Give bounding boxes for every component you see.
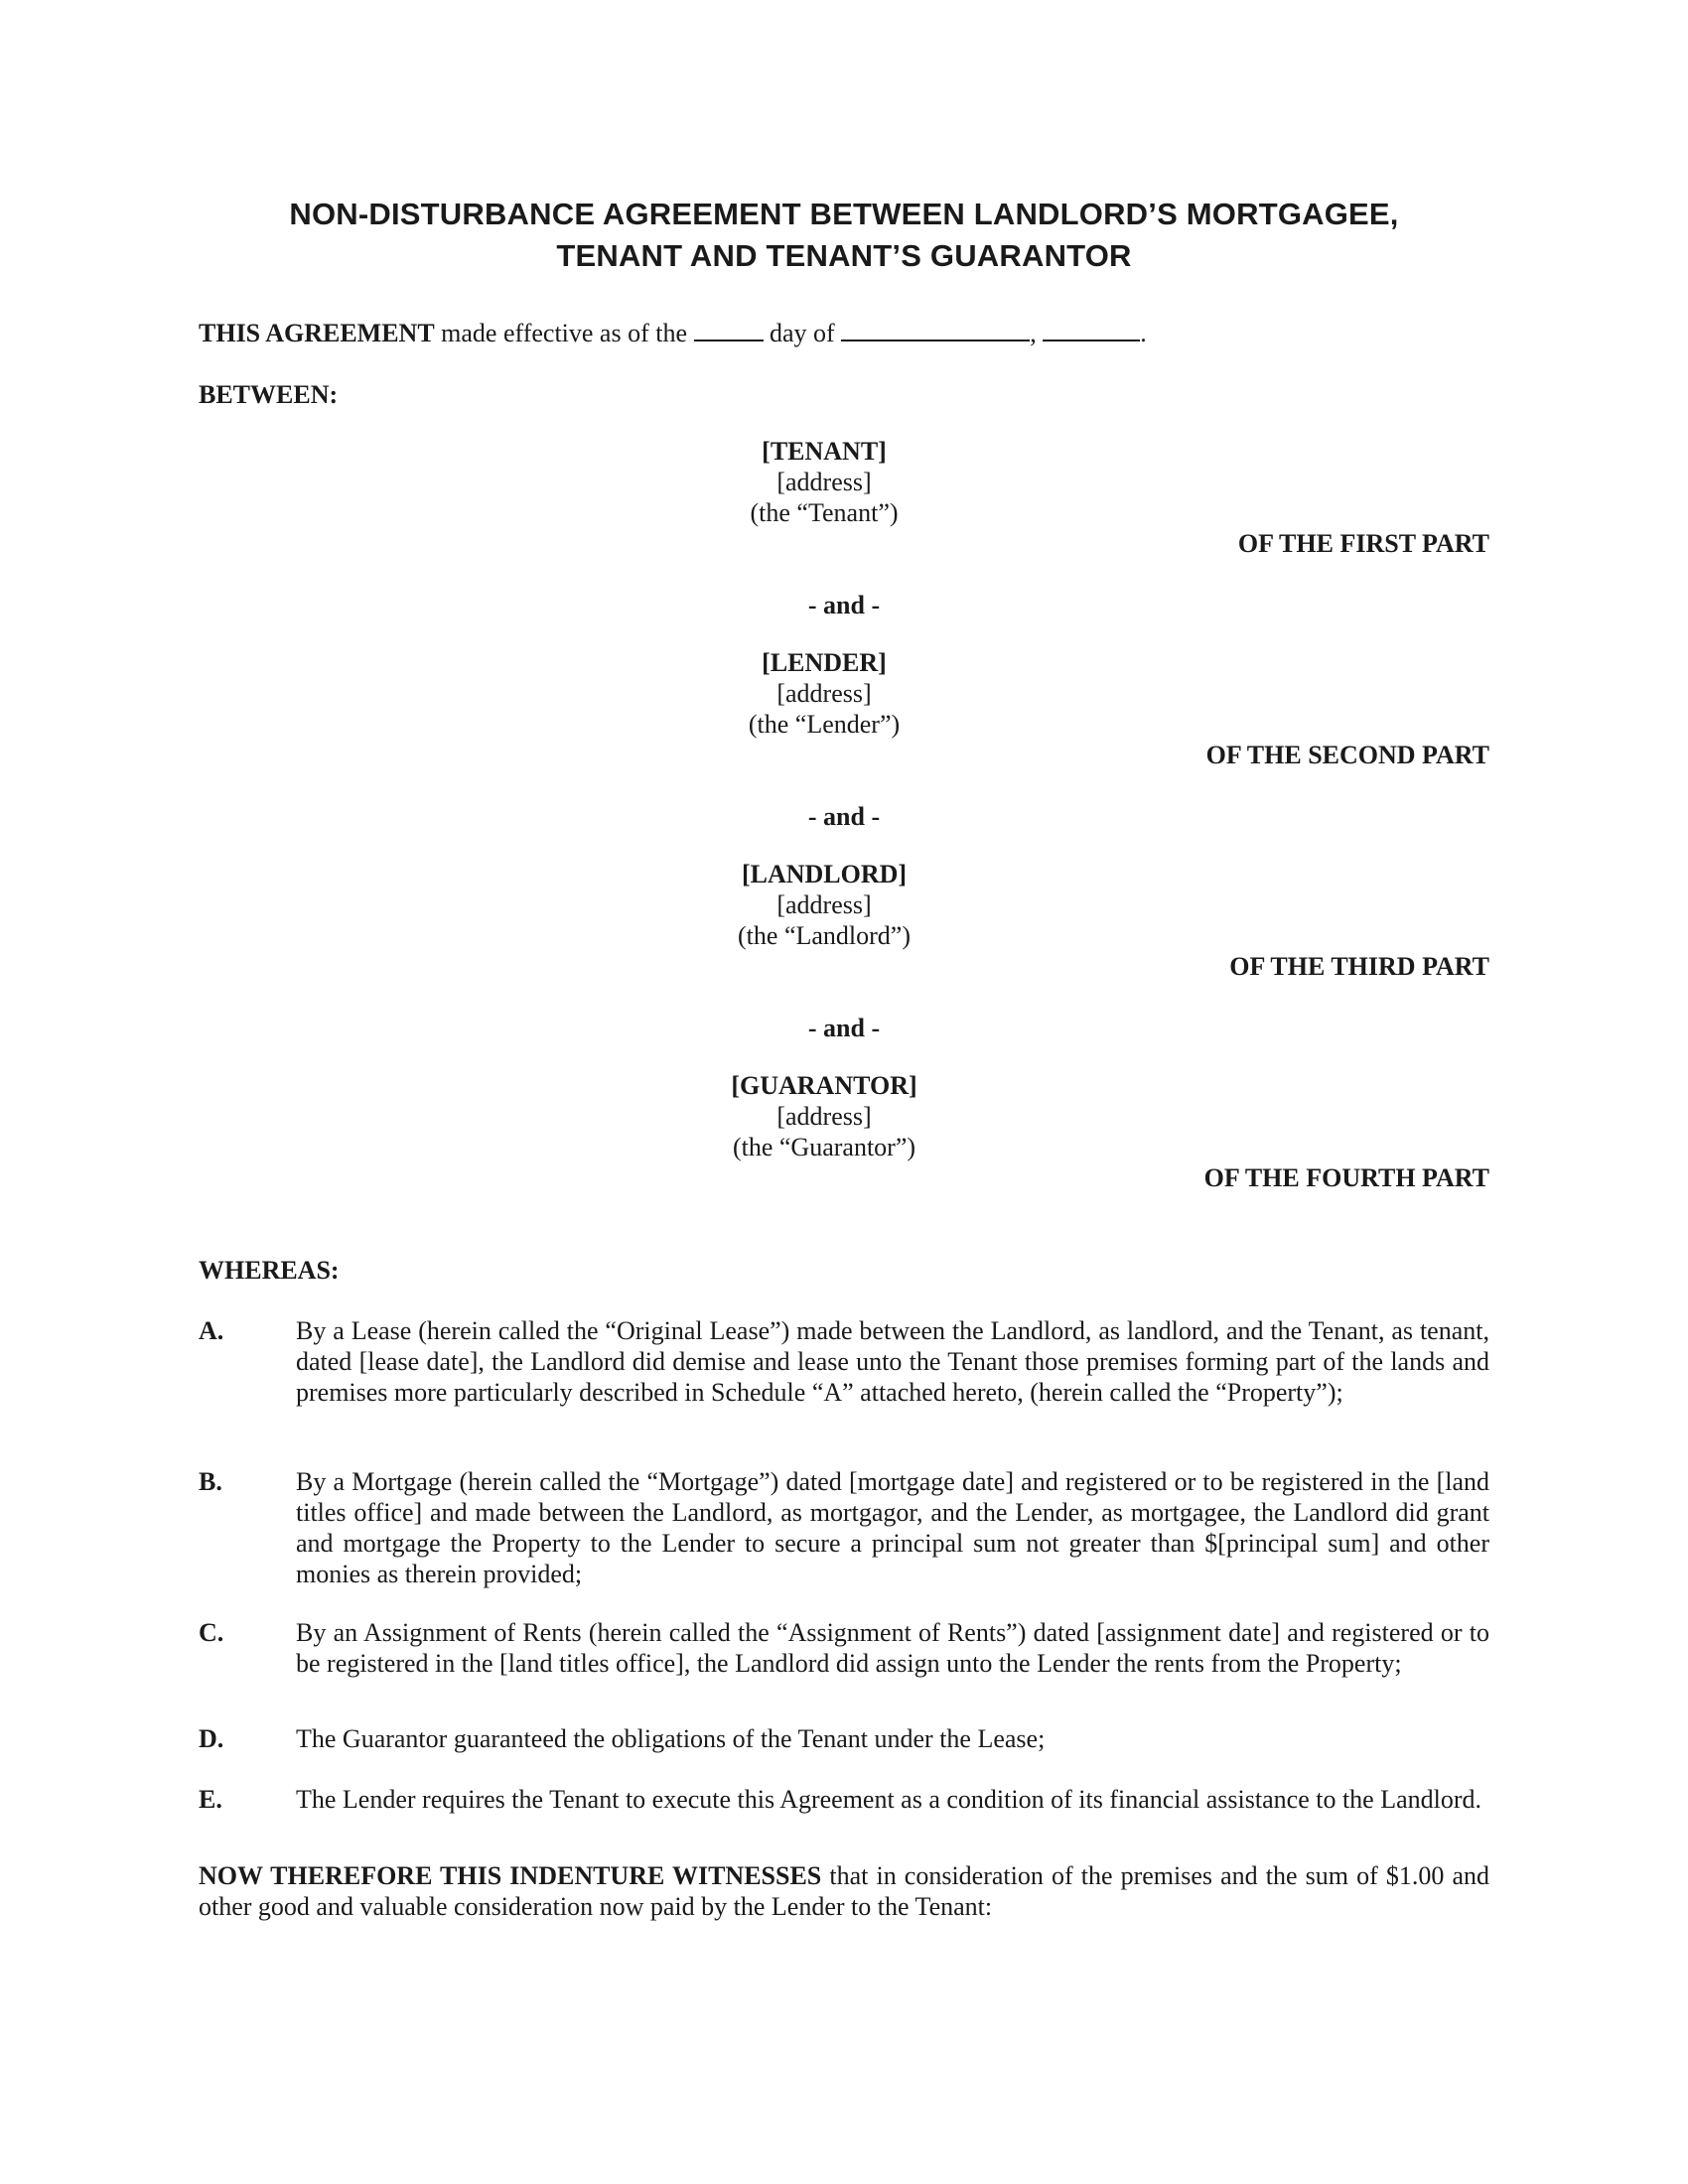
party-address: [address]: [776, 1102, 872, 1131]
recital-letter: C.: [199, 1618, 224, 1647]
party-defined-term: (the “Landlord”): [738, 921, 911, 950]
year-blank[interactable]: [1043, 318, 1140, 341]
recital-b: [199, 1466, 1489, 1589]
between-label: BETWEEN:: [199, 380, 339, 409]
title-line-1: NON-DISTURBANCE AGREEMENT BETWEEN LANDLORD’S MORTGAGEE,: [289, 197, 1399, 231]
party-address: [address]: [776, 890, 872, 919]
recital-e: [199, 1784, 1489, 1815]
intro-text-2: day of: [763, 319, 842, 347]
party-name: [LENDER]: [762, 648, 887, 677]
party-block-lender: [596, 647, 1053, 740]
whereas-heading: WHEREAS:: [199, 1256, 340, 1285]
recital-text: By an Assignment of Rents (herein called the “Assignment of Rents”) dated [assignment date] and registered or to be registered in the [land titles office], the Landlord did assign unto the Lender the rents from the Property;: [296, 1618, 1489, 1678]
party-address: [address]: [776, 468, 872, 496]
recital-d: [199, 1723, 1489, 1754]
party-name: [TENANT]: [762, 437, 887, 466]
recital-c: [199, 1617, 1489, 1679]
title-line-2: TENANT AND TENANT’S GUARANTOR: [556, 238, 1132, 273]
recital-text: By a Lease (herein called the “Original Lease”) made between the Landlord, as landlord, and the Tenant, as tenant, dated [lease date], the Landlord did demise and lease unto the Tenant those premises forming part of the lands and premises more particularly described in Schedule “A” attached hereto, (herein called the “Property”);: [296, 1316, 1489, 1407]
and-separator: - and -: [807, 591, 881, 619]
recital-a: [199, 1315, 1489, 1408]
party-block-guarantor: [596, 1070, 1053, 1162]
and-separator: - and -: [807, 802, 881, 831]
party-address: [address]: [776, 679, 872, 708]
recital-letter: D.: [199, 1724, 224, 1753]
party-defined-term: (the “Guarantor”): [732, 1133, 916, 1161]
recital-letter: E.: [199, 1785, 222, 1814]
party-name: [LANDLORD]: [741, 860, 908, 888]
intro-text-3: ,: [1030, 319, 1044, 347]
witnesseth-clause: [199, 1860, 1489, 1922]
month-blank[interactable]: [841, 318, 1030, 341]
day-blank[interactable]: [694, 318, 764, 341]
part-label-fourth: OF THE FOURTH PART: [1203, 1163, 1489, 1192]
party-block-landlord: [596, 859, 1053, 951]
document-title: [199, 194, 1489, 277]
recital-letter: A.: [199, 1316, 224, 1345]
party-name: [GUARANTOR]: [731, 1071, 917, 1100]
party-defined-term: (the “Lender”): [748, 710, 901, 739]
and-separator: - and -: [807, 1014, 881, 1042]
party-block-tenant: [596, 436, 1053, 528]
agreement-intro: [199, 316, 1147, 351]
recital-text: The Lender requires the Tenant to execute this Agreement as a condition of its financial assistance to the Landlord.: [296, 1785, 1482, 1814]
witnesseth-text: that in consideration of the premises and the sum of $1.00 and other good and valuable consideration now paid by the Lender to the Tenant:: [199, 1861, 1489, 1921]
part-label-second: OF THE SECOND PART: [1205, 741, 1489, 769]
intro-text-4: .: [1140, 319, 1147, 347]
recital-letter: B.: [199, 1467, 222, 1496]
part-label-first: OF THE FIRST PART: [1237, 529, 1489, 558]
recital-text: By a Mortgage (herein called the “Mortgage”) dated [mortgage date] and registered or to be registered in the [land titles office] and made between the Landlord, as mortgagor, and the Lender, as mortgagee, the Landlord did grant and mortgage the Property to the Lender to secure a principal sum not greater than $[principal sum] and other monies as therein provided;: [296, 1467, 1489, 1588]
intro-lead: THIS AGREEMENT: [199, 319, 435, 347]
recital-text: The Guarantor guaranteed the obligations of the Tenant under the Lease;: [296, 1724, 1046, 1753]
party-defined-term: (the “Tenant”): [750, 498, 899, 527]
intro-text-1: made effective as of the: [434, 319, 694, 347]
part-label-third: OF THE THIRD PART: [1229, 952, 1489, 981]
witnesseth-lead: NOW THEREFORE THIS INDENTURE WITNESSES: [199, 1861, 822, 1890]
